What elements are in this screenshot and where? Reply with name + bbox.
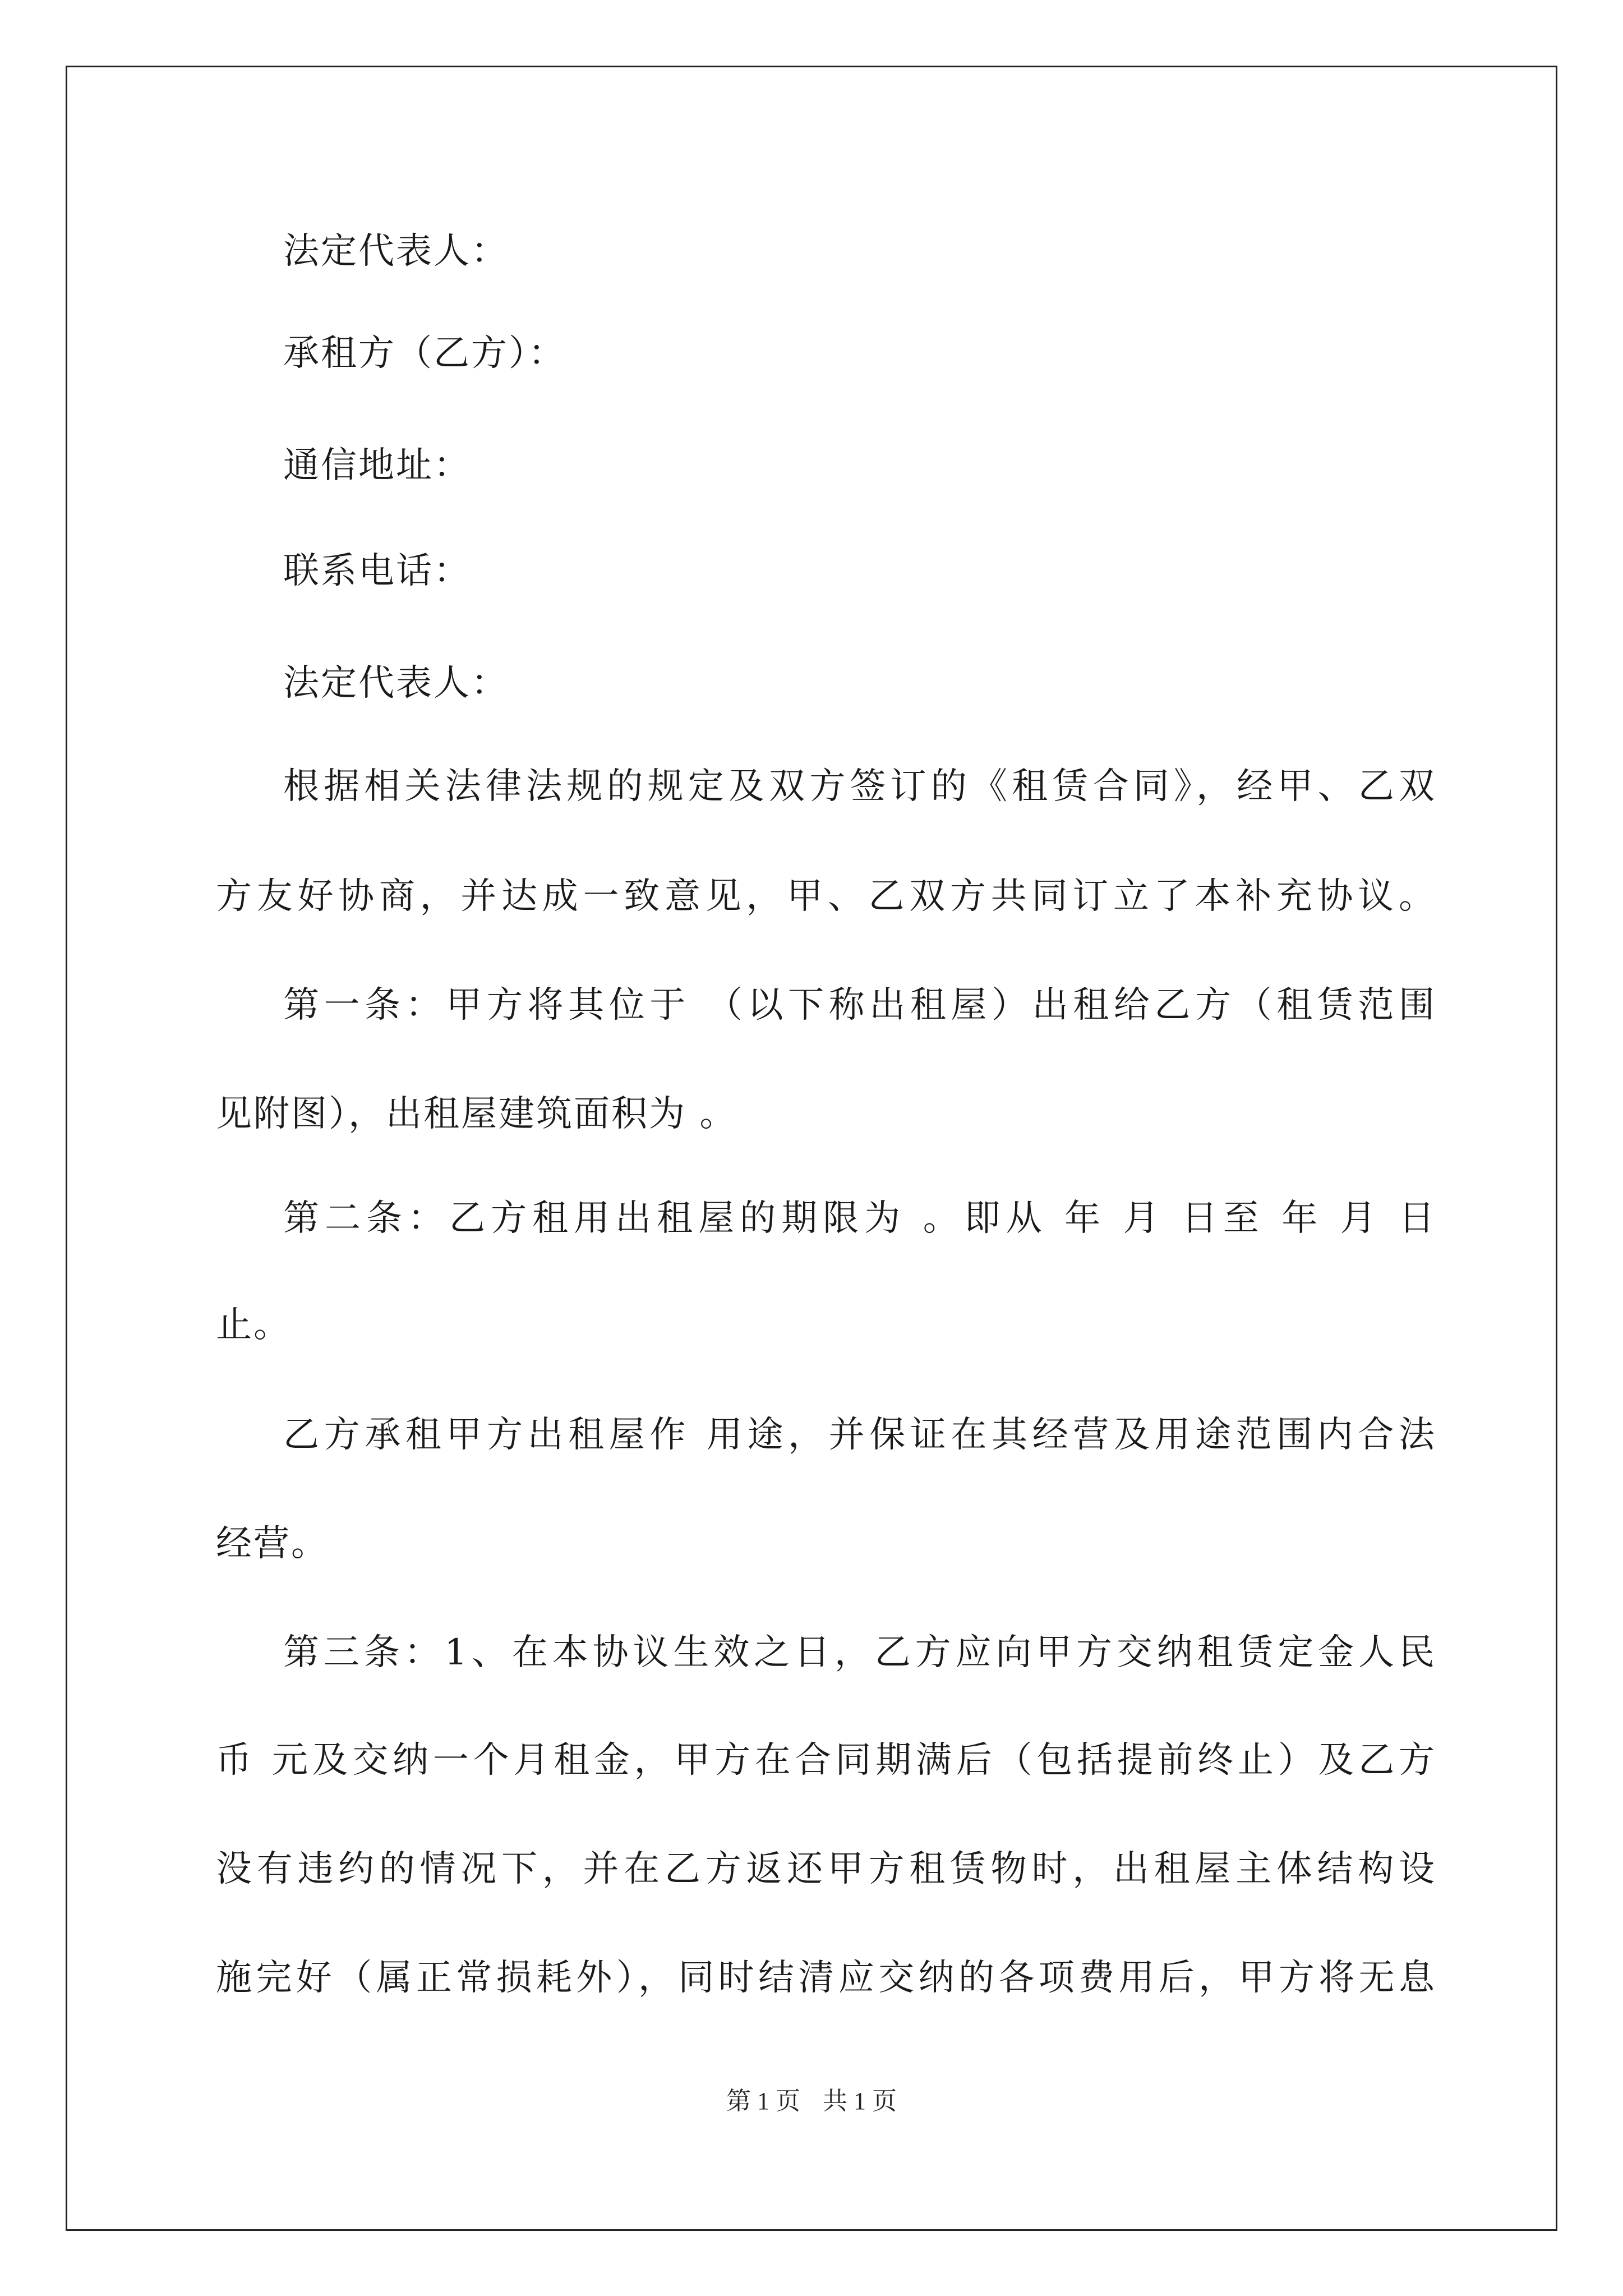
article-3-line-4: 施完好（属正常损耗外），同时结清应交纳的各项费用后，甲方将无息 xyxy=(216,1957,1436,1999)
address-label: 通信地址： xyxy=(283,445,471,486)
preamble-line-2: 方友好协商，并达成一致意见，甲、乙双方共同订立了本补充协议。 xyxy=(216,876,1436,917)
usage-line-1: 乙方承租甲方出租屋作 用途，并保证在其经营及用途范围内合法 xyxy=(283,1414,1436,1456)
page-total: 共 1 页 xyxy=(823,2087,897,2115)
party-a-legal-rep-label: 法定代表人： xyxy=(283,231,509,272)
page-number: 第 1 页 xyxy=(726,2087,800,2115)
article-1-line-1: 第一条：甲方将其位于 （以下称出租屋）出租给乙方（租赁范围 xyxy=(283,984,1436,1026)
article-1-line-2: 见附图），出租屋建筑面积为 。 xyxy=(216,1093,737,1135)
preamble-line-1: 根据相关法律法规的规定及双方签订的《租赁合同》，经甲、乙双 xyxy=(283,766,1436,807)
article-2-line-2: 止。 xyxy=(216,1304,291,1346)
party-b-legal-rep-label: 法定代表人： xyxy=(283,662,509,704)
page-footer xyxy=(0,2086,1623,2117)
article-3-line-2: 币 元及交纳一个月租金，甲方在合同期满后（包括提前终止）及乙方 xyxy=(216,1740,1436,1781)
phone-label: 联系电话： xyxy=(283,550,471,592)
article-2-line-1: 第二条：乙方租用出租屋的期限为 。即从 年 月 日至 年 月 日 xyxy=(283,1198,1436,1239)
usage-line-2: 经营。 xyxy=(216,1523,329,1565)
article-3-line-3: 没有违约的情况下，并在乙方返还甲方租赁物时，出租屋主体结构设 xyxy=(216,1848,1436,1890)
page-border xyxy=(66,66,1557,2231)
lessee-label: 承租方（乙方）： xyxy=(283,333,566,374)
article-3-line-1: 第三条：1、在本协议生效之日，乙方应向甲方交纳租赁定金人民 xyxy=(283,1632,1436,1673)
